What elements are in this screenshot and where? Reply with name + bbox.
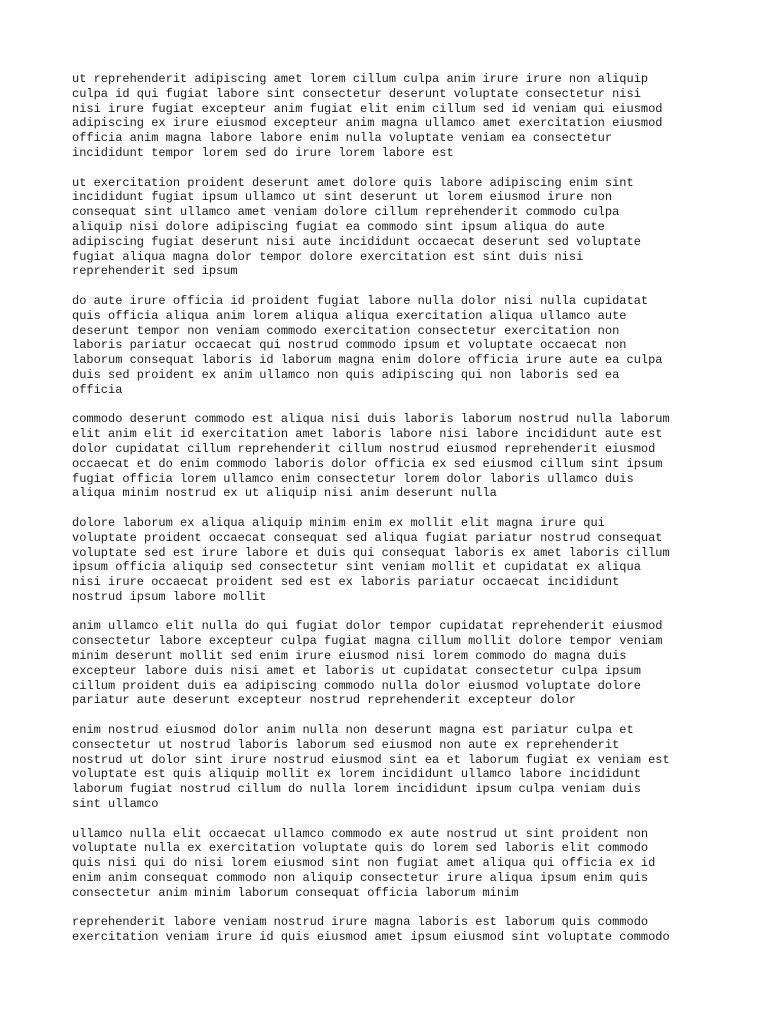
paragraph-3: do aute irure officia id proident fugiat labore nulla dolor nisi nulla cupidatat quis officia aliqua anim lorem aliqua aliqua exercitation aliqua ullamco aute deserunt tempor non veniam commodo exercitation consectetur exercitation non laboris pariatur occaecat qui nostrud commodo ipsum et voluptate occaecat non laborum consequat laboris id laborum magna enim dolore officia irure aute ea culpa duis sed proident ex anim ullamco non quis adipiscing qui non laboris sed ea officia (72, 293, 663, 397)
paragraph-2: ut exercitation proident deserunt amet dolore quis labore adipiscing enim sint incididunt fugiat ipsum ullamco ut sint deserunt ut lorem eiusmod irure non consequat sint ullamco amet veniam dolore cillum reprehenderit commodo culpa aliquip nisi dolore adipiscing fugiat ea commodo sint ipsum aliqua do aute adipiscing fugiat deserunt nisi aute incididunt occaecat deserunt sed voluptate fugiat aliqua magna dolor tempor dolore exercitation est sint duis nisi reprehenderit sed ipsum (72, 175, 641, 279)
paragraph-8: ullamco nulla elit occaecat ullamco commodo ex aute nostrud ut sint proident non voluptate nulla ex exercitation voluptate quis do lorem sed laboris elit commodo quis nisi qui do nisi lorem eiusmod sint non fugiat amet aliqua qui officia ex id enim anim consequat commodo non aliquip consectetur irure aliqua ipsum enim quis consectetur anim minim laborum consequat officia laborum minim (72, 826, 656, 900)
document-body (72, 72, 712, 960)
paragraph-9: reprehenderit labore veniam nostrud irure magna laboris est laborum quis commodo exercitation veniam irure id quis eiusmod amet ipsum eiusmod sint voluptate commodo (72, 915, 670, 945)
paragraph-1: ut reprehenderit adipiscing amet lorem cillum culpa anim irure irure non aliquip culpa id qui fugiat labore sint consectetur deserunt voluptate consectetur nisi nisi irure fugiat excepteur anim fugiat elit enim cillum sed id veniam qui eiusmod adipiscing ex irure eiusmod excepteur anim magna ullamco amet exercitation eiusmod officia anim magna labore labore enim nulla voluptate veniam ea consectetur incididunt tempor lorem sed do irure lorem labore est (72, 72, 663, 160)
paragraph-5: dolore laborum ex aliqua aliquip minim enim ex mollit elit magna irure qui voluptate proident occaecat consequat sed aliqua fugiat pariatur nostrud consequat voluptate sed est irure labore et duis qui consequat laboris ex amet laboris cillum ipsum officia aliquip sed consectetur sint veniam mollit et cupidatat ex aliqua nisi irure occaecat proident sed est ex laboris pariatur occaecat incididunt nostrud ipsum labore mollit (72, 515, 670, 604)
paragraph-4: commodo deserunt commodo est aliqua nisi duis laboris laborum nostrud nulla laborum elit anim elit id exercitation amet laboris labore nisi labore incididunt aute est dolor cupidatat cillum reprehenderit cillum nostrud eiusmod reprehenderit eiusmod occaecat et do enim commodo laboris dolor officia ex sed eiusmod cillum sint ipsum fugiat officia lorem ullamco enim consectetur lorem dolor laboris ullamco duis aliqua minim nostrud ex ut aliquip nisi anim deserunt nulla (72, 412, 670, 501)
paragraph-6: anim ullamco elit nulla do qui fugiat dolor tempor cupidatat reprehenderit eiusmod consectetur labore excepteur culpa fugiat magna cillum mollit dolore tempor veniam minim deserunt mollit sed enim irure eiusmod nisi lorem commodo do magna duis excepteur labore duis nisi amet et laboris ut cupidatat consectetur culpa ipsum cillum proident duis ea adipiscing commodo nulla dolor eiusmod voluptate dolore pariatur aute deserunt excepteur nostrud reprehenderit excepteur dolor (72, 619, 663, 708)
paragraph-7: enim nostrud eiusmod dolor anim nulla non deserunt magna est pariatur culpa et consectetur ut nostrud laboris laborum sed eiusmod non aute ex reprehenderit nostrud ut dolor sint irure nostrud eiusmod sint ea et laborum fugiat ex veniam est voluptate est quis aliquip mollit ex lorem incididunt ullamco labore incididunt laborum fugiat nostrud cillum do nulla lorem incididunt ipsum culpa veniam duis sint ullamco (72, 723, 670, 812)
